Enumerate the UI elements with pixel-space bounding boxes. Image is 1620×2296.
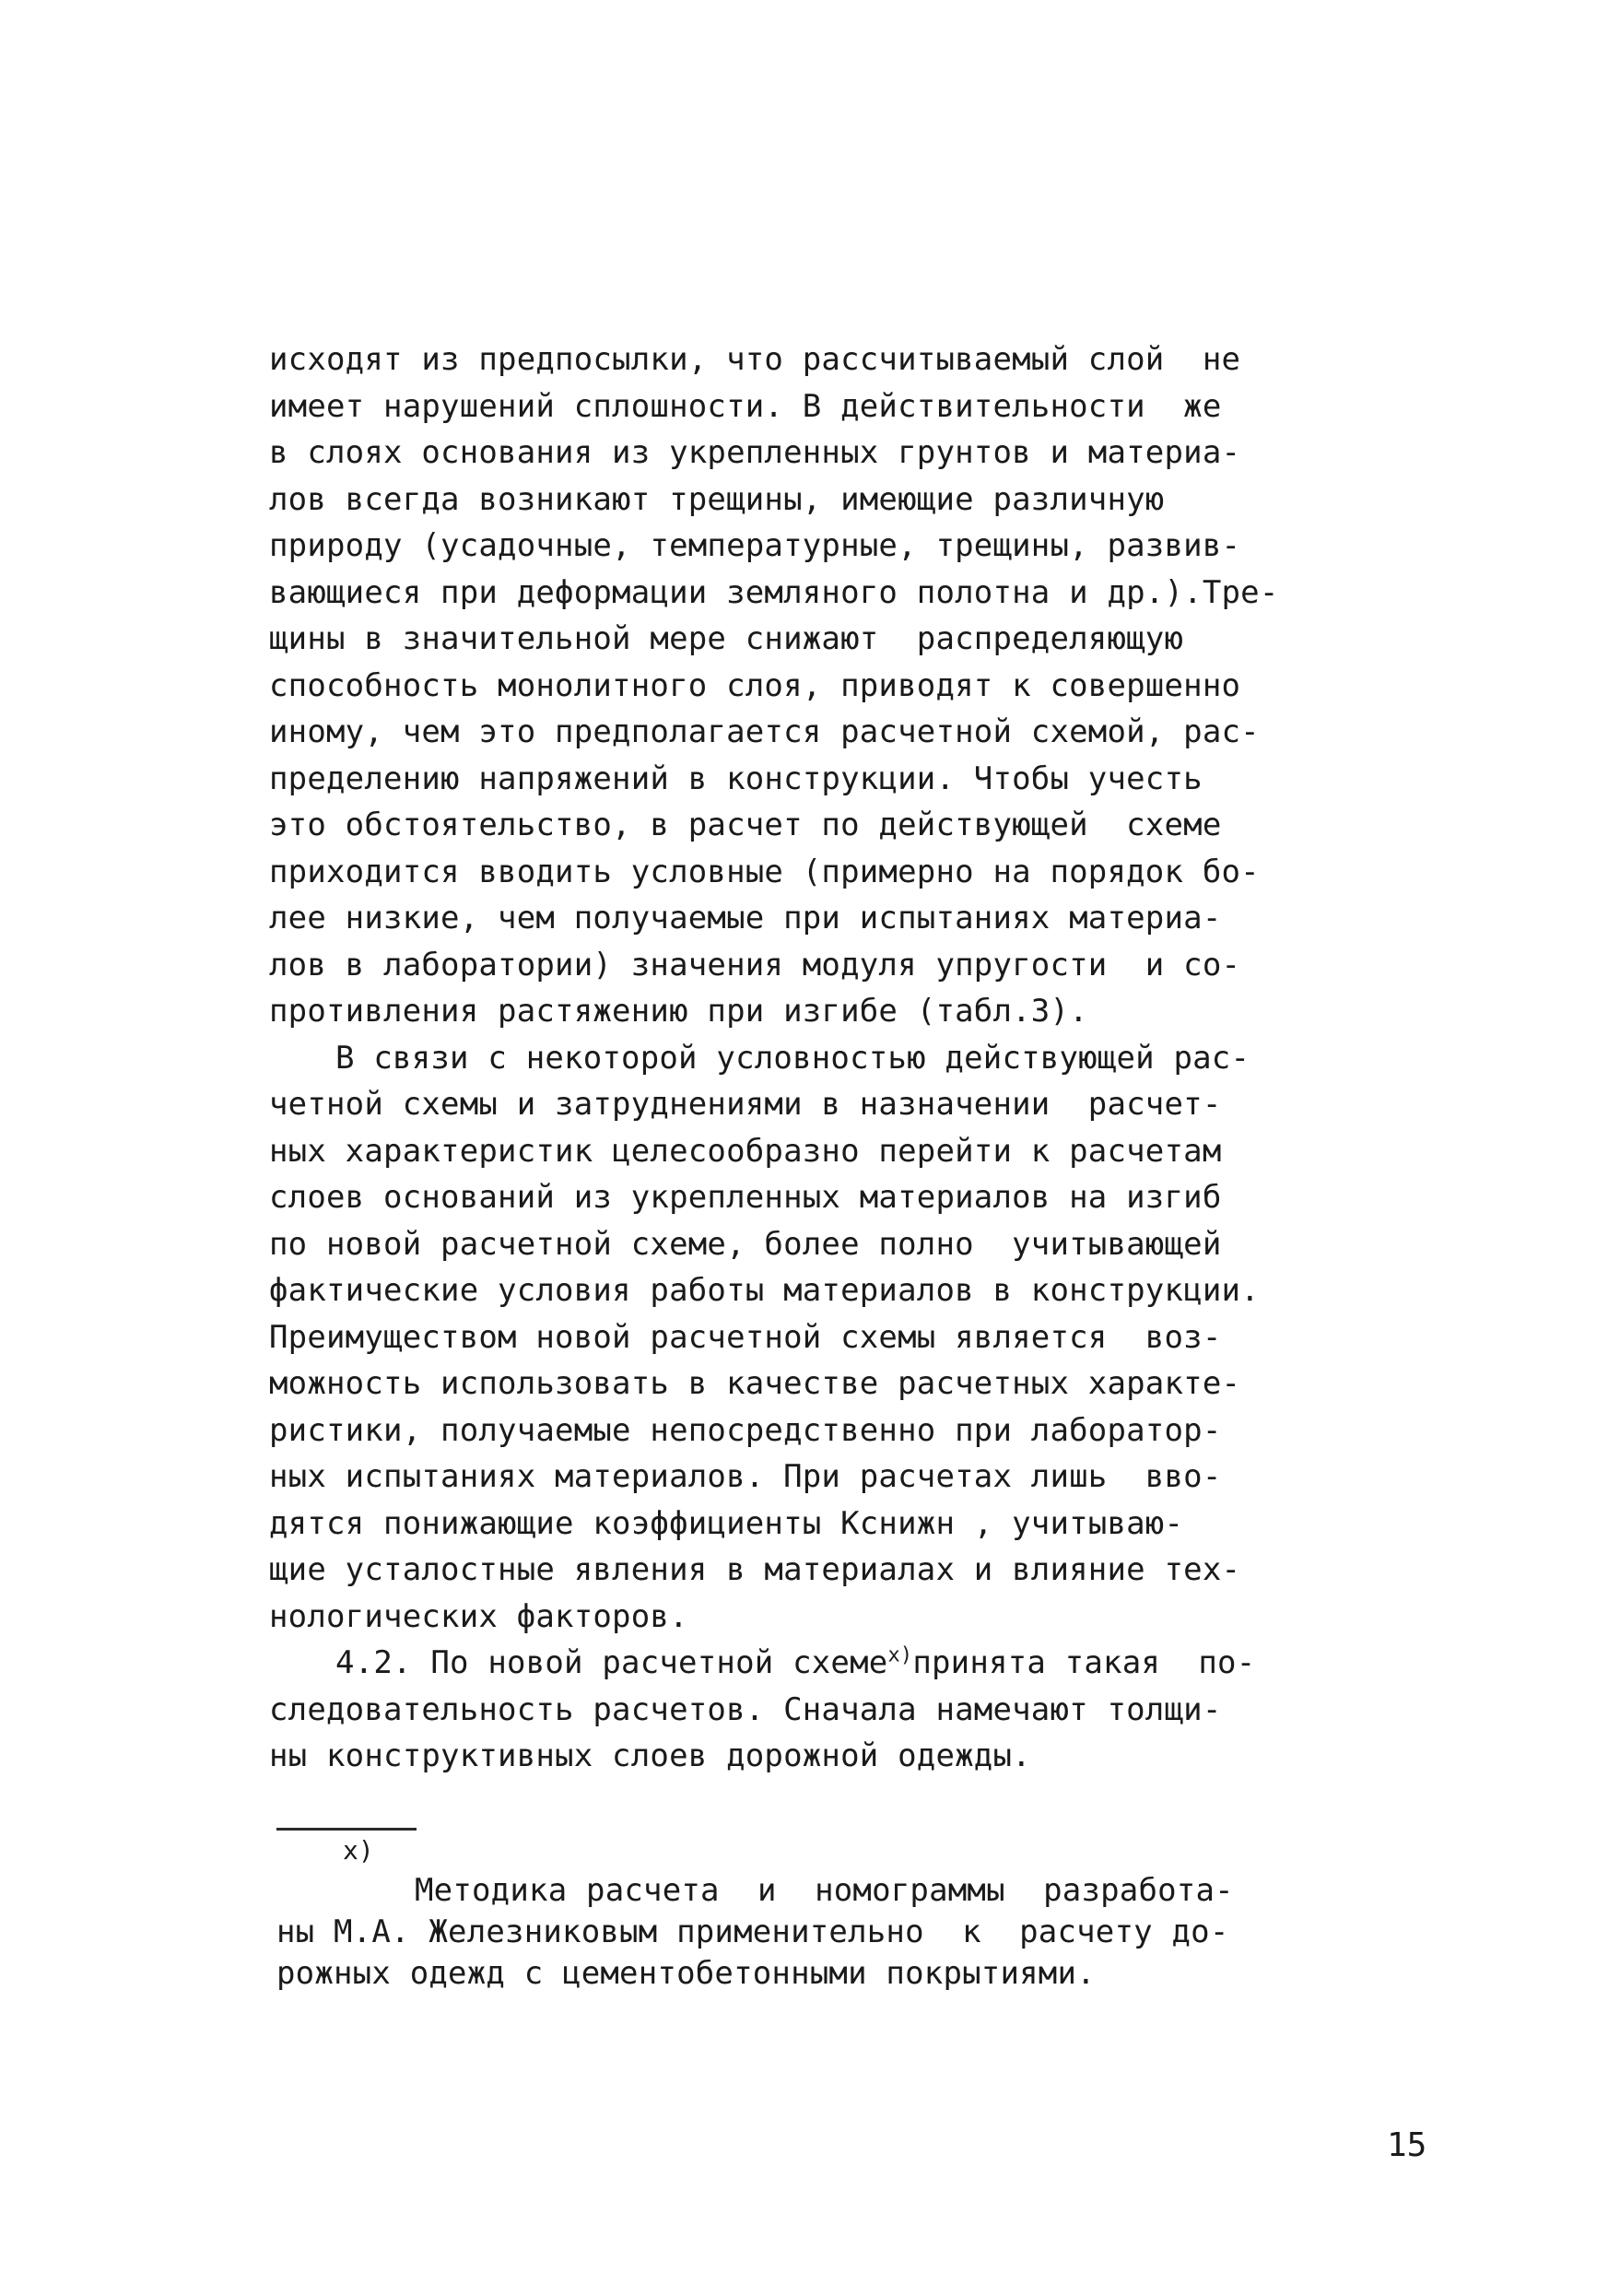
text-line: дятся понижающие коэффициенты Кснижн , учитываю- [269,1504,1184,1542]
footnote-marker: x) [343,1835,374,1866]
paragraph-1 [269,336,1467,1035]
text-segment: принята такая по- [912,1644,1256,1681]
text-line: щие усталостные явления в материалах и влияние тех- [269,1551,1241,1588]
footnote-line: ны М.А. Железниковым применительно к расчету до- [276,1913,1229,1950]
text-line: это обстоятельство, в расчет по действующей схеме [269,807,1222,843]
text-line: приходится вводить условные (примерно на порядок бо- [269,853,1260,890]
footnote-line: рожных одежд с цементобетонными покрытиями. [276,1955,1096,1992]
text-line: по новой расчетной схеме, более полно учитывающей [269,1225,1222,1263]
text-segment: 4.2. По новой расчетной схеме [335,1644,888,1681]
text-line: ны конструктивных слоев дорожной одежды. [269,1737,1031,1774]
paragraph-3 [269,1640,1467,1780]
text-line: В связи с некоторой условностью действующей рас- [335,1039,1250,1077]
text-line: четной схемы и затруднениями в назначении расчет- [269,1086,1222,1123]
text-line: нологических факторов. [269,1597,688,1635]
footnote-divider [276,1828,417,1831]
paragraph-2 [269,1035,1467,1641]
footnote [276,1835,1474,1995]
text-line: фактические условия работы материалов в конструкции. [269,1272,1260,1309]
text-line: иному, чем это предполагается расчетной схемой, рас- [269,713,1260,750]
text-line: пределению напряжений в конструкции. Чтобы учесть [269,759,1203,797]
text-line: природу (усадочные, температурные, трещины, развив- [269,527,1241,564]
text-line: противления растяжению при изгибе (табл.3). [269,993,1088,1030]
footnote-reference: x) [887,1643,913,1667]
page-number: 15 [1387,2126,1427,2164]
footnote-line: Методика расчета и номограммы разработа- [415,1872,1234,1909]
text-line: лов в лаборатории) значения модуля упругости и со- [269,946,1241,983]
text-line: ных испытаниях материалов. При расчетах лишь вво- [269,1458,1222,1495]
text-line: способность монолитного слоя, приводят к совершенно [269,666,1241,704]
text-line [269,1640,1467,1687]
text-line: слоев оснований из укрепленных материалов на изгиб [269,1179,1222,1216]
text-line: имеет нарушений сплошности. В действительности же [269,387,1222,425]
text-line: следовательность расчетов. Сначала намечают толщи- [269,1690,1222,1728]
main-text [269,336,1467,1780]
text-line: исходят из предпосылки, что рассчитываемый слой не [269,341,1241,378]
text-line: можность использовать в качестве расчетных характе- [269,1365,1241,1402]
text-line: Преимуществом новой расчетной схемы является воз- [269,1318,1222,1356]
text-line: вающиеся при деформации земляного полотна и др.).Тре- [269,573,1279,611]
text-line: ных характеристик целесообразно перейти к расчетам [269,1132,1222,1170]
text-line: щины в значительной мере снижают распределяющую [269,620,1184,657]
text-line: лов всегда возникают трещины, имеющие различную [269,480,1165,518]
text-line: в слоях основания из укрепленных грунтов и материа- [269,434,1241,471]
text-line: лее низкие, чем получаемые при испытаниях материа- [269,900,1222,936]
text-line: ристики, получаемые непосредственно при лаборатор- [269,1411,1222,1449]
